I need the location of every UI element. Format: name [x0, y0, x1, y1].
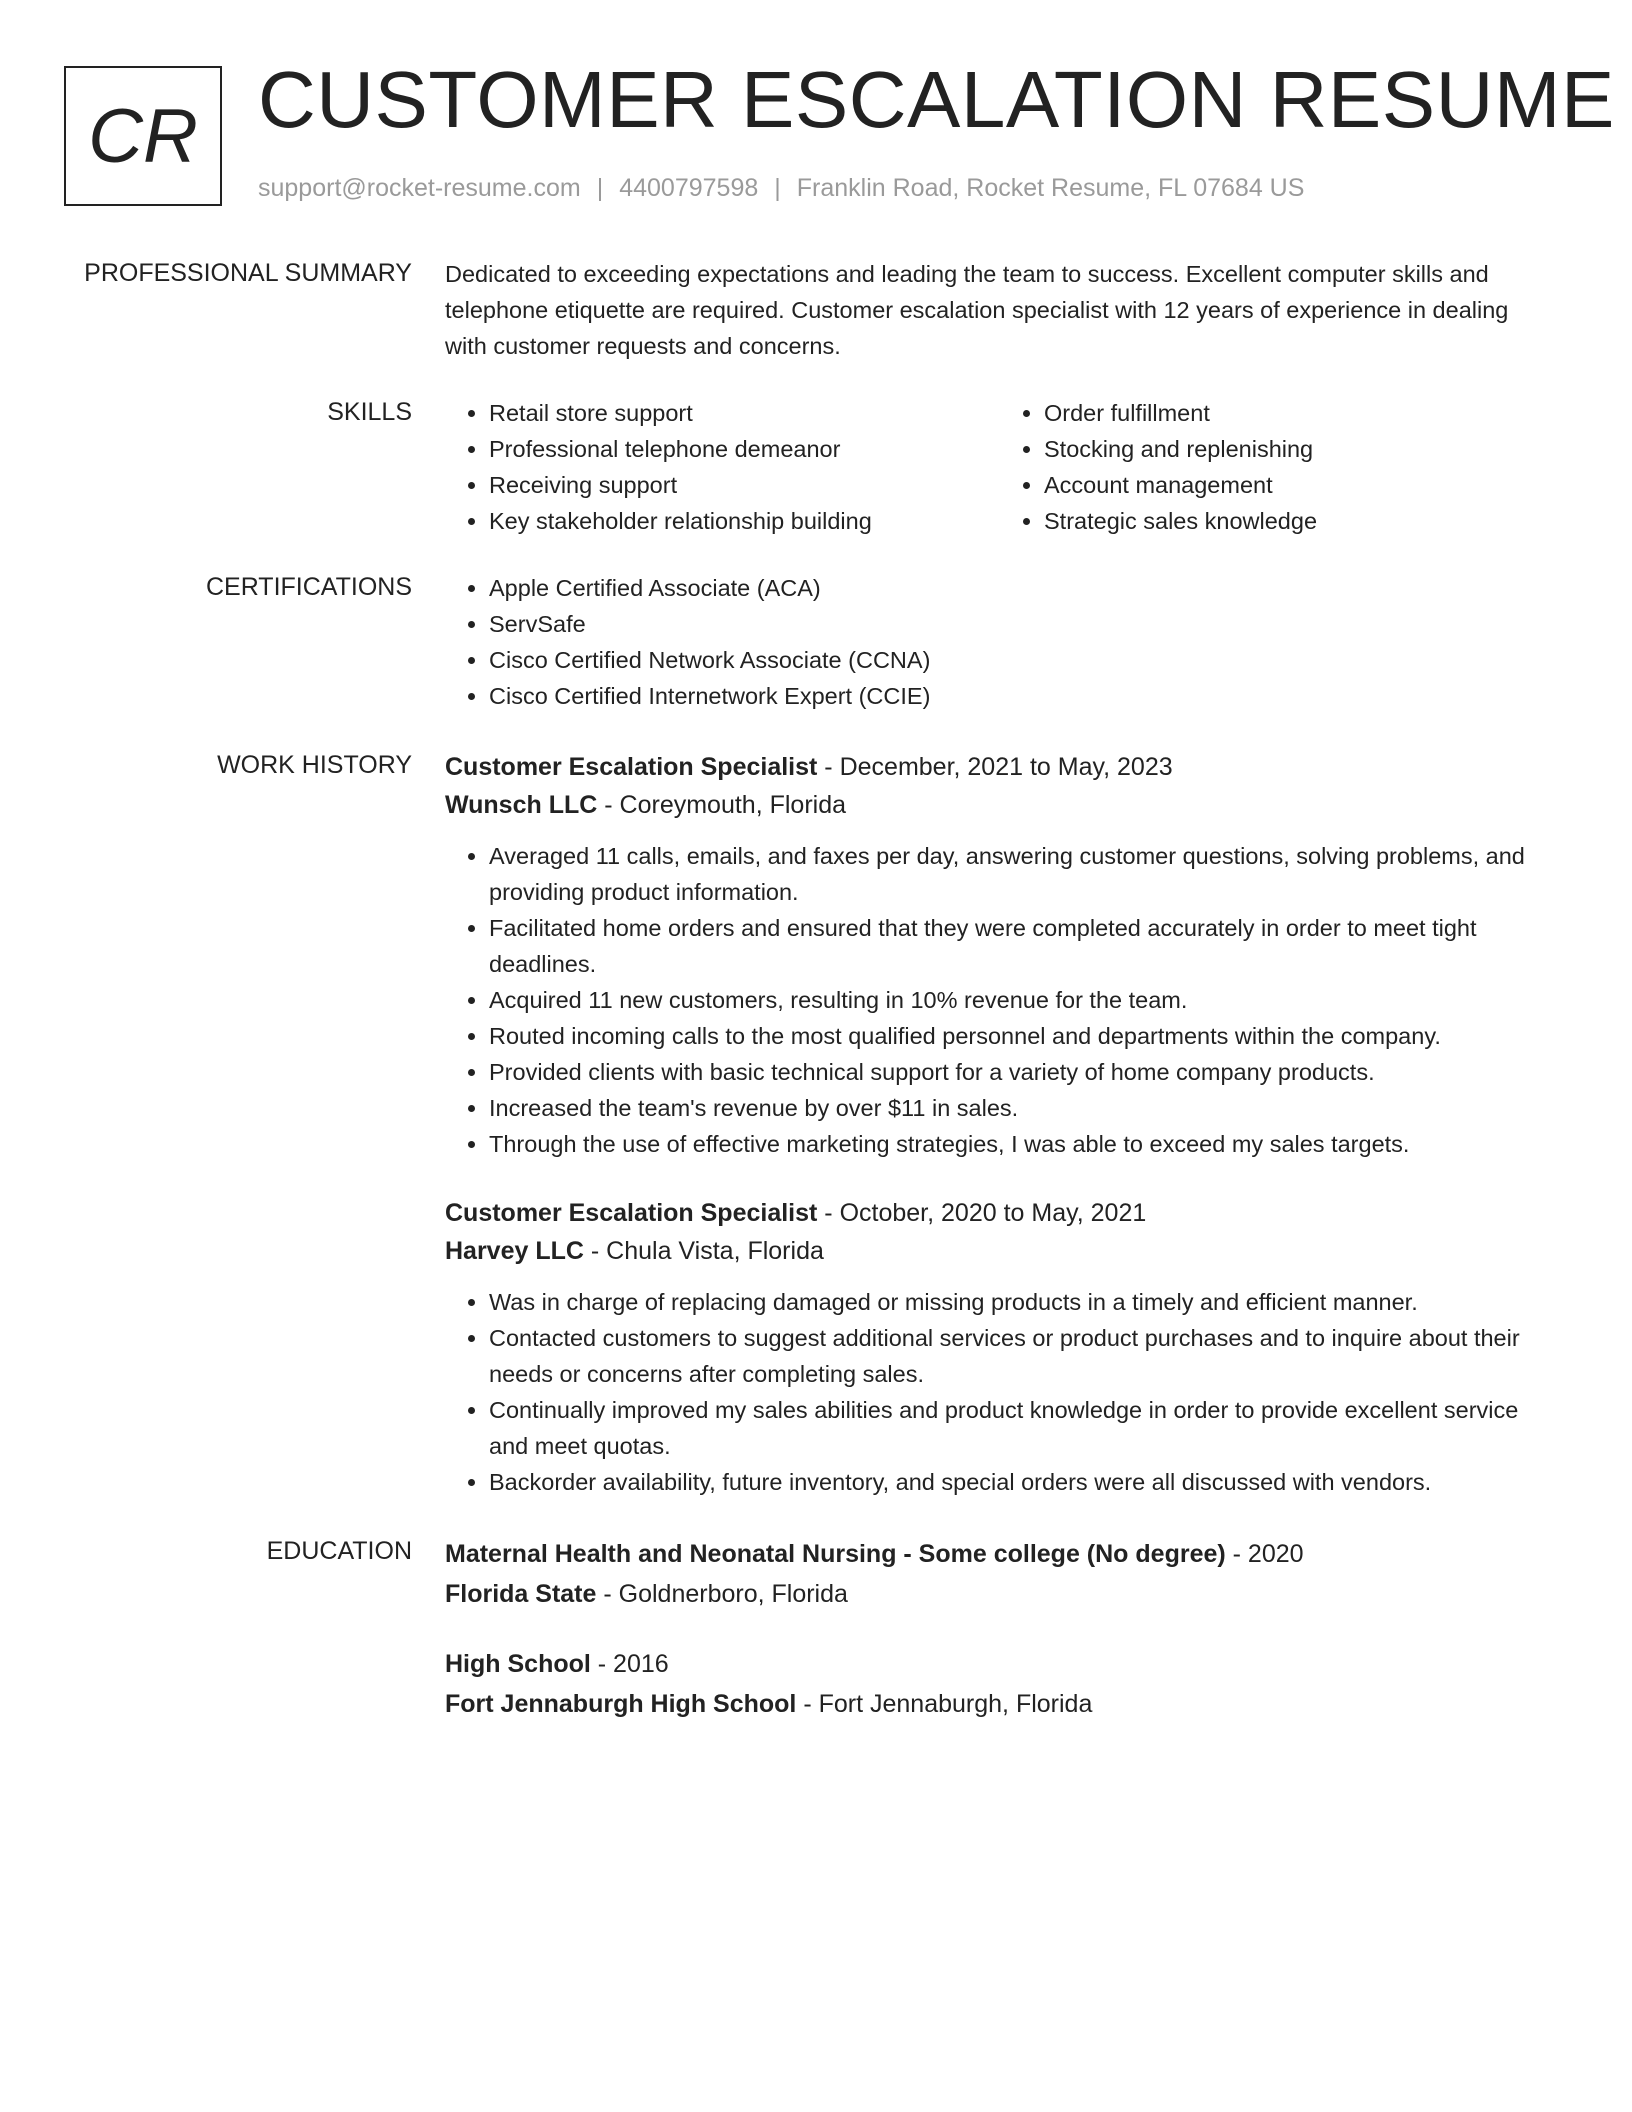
list-item: • Cisco Certified Network Associate (CCNA) [489, 642, 1555, 678]
contact-address: Franklin Road, Rocket Resume, FL 07684 US [796, 174, 1305, 202]
education-year: - 2016 [590, 1650, 669, 1678]
job-bullets [445, 838, 1555, 1162]
list-item: • Apple Certified Associate (ACA) [489, 570, 1555, 606]
job-entry [445, 1194, 1555, 1500]
list-item: • Facilitated home orders and ensured that they were completed accurately in order to meet tight deadlines. [489, 910, 1555, 982]
list-item: • Continually improved my sales abilities and product knowledge in order to provide excellent service and meet quotas. [489, 1392, 1555, 1464]
education-school: Fort Jennaburgh High School [445, 1690, 797, 1718]
list-item: • Averaged 11 calls, emails, and faxes per day, answering customer questions, solving problems, and providing product information. [489, 838, 1555, 910]
education-entry [445, 1534, 1555, 1614]
list-item: • Cisco Certified Internetwork Expert (CCIE) [489, 678, 1555, 714]
education-degree-line [445, 1534, 1555, 1574]
job-title: Customer Escalation Specialist [445, 753, 818, 781]
list-item: • Retail store support [489, 395, 1000, 431]
section-label: SKILLS [327, 398, 412, 426]
job-company-line [445, 786, 1555, 824]
job-dates: - October, 2020 to May, 2021 [817, 1199, 1147, 1227]
skills-list-right [1000, 395, 1555, 539]
list-item: • Was in charge of replacing damaged or missing products in a timely and efficient manner. [489, 1284, 1555, 1320]
education-year: - 2020 [1225, 1540, 1304, 1568]
contact-phone: 4400797598 [619, 174, 759, 202]
job-title-line [445, 1194, 1555, 1232]
section-label: PROFESSIONAL SUMMARY [84, 259, 412, 287]
list-item: • Increased the team's revenue by over $11 in sales. [489, 1090, 1555, 1126]
section-label: WORK HISTORY [217, 751, 412, 779]
list-item: • ServSafe [489, 606, 1555, 642]
contact-separator: | [596, 174, 604, 202]
job-bullets [445, 1284, 1555, 1500]
education-degree-line [445, 1644, 1555, 1684]
job-location: - Chula Vista, Florida [583, 1237, 824, 1265]
list-item: • Account management [1044, 467, 1555, 503]
list-item: • Through the use of effective marketing strategies, I was able to exceed my sales targets. [489, 1126, 1555, 1162]
section-label: EDUCATION [266, 1537, 412, 1565]
list-item: • Backorder availability, future inventory, and special orders were all discussed with vendors. [489, 1464, 1555, 1500]
education-location: - Fort Jennaburgh, Florida [796, 1690, 1093, 1718]
contact-email: support@rocket-resume.com [258, 174, 581, 202]
job-location: - Coreymouth, Florida [597, 791, 847, 819]
education-school-line [445, 1684, 1555, 1724]
list-item: • Stocking and replenishing [1044, 431, 1555, 467]
job-company: Wunsch LLC [445, 791, 598, 819]
education-degree: Maternal Health and Neonatal Nursing - Some college (No degree) [445, 1540, 1226, 1568]
job-title: Customer Escalation Specialist [445, 1199, 818, 1227]
education-school-line [445, 1574, 1555, 1614]
list-item: • Receiving support [489, 467, 1000, 503]
list-item: • Provided clients with basic technical support for a variety of home company products. [489, 1054, 1555, 1090]
education-school: Florida State [445, 1580, 597, 1608]
education-entry [445, 1644, 1555, 1724]
monogram-logo: CR [64, 66, 222, 206]
job-company-line [445, 1232, 1555, 1270]
contact-line [258, 174, 1304, 203]
section-body [445, 748, 1555, 1500]
section-label: CERTIFICATIONS [205, 573, 412, 601]
job-entry [445, 748, 1555, 1162]
list-item: • Acquired 11 new customers, resulting in 10% revenue for the team. [489, 982, 1555, 1018]
section-body [445, 256, 1555, 364]
job-dates: - December, 2021 to May, 2023 [817, 753, 1173, 781]
job-title-line [445, 748, 1555, 786]
skills-list-left [445, 395, 1000, 539]
list-item: • Order fulfillment [1044, 395, 1555, 431]
job-company: Harvey LLC [445, 1237, 584, 1265]
list-item: • Key stakeholder relationship building [489, 503, 1000, 539]
list-item: • Strategic sales knowledge [1044, 503, 1555, 539]
list-item: • Professional telephone demeanor [489, 431, 1000, 467]
section-body [445, 570, 1555, 714]
education-degree: High School [445, 1650, 591, 1678]
list-item: • Routed incoming calls to the most qualified personnel and departments within the company. [489, 1018, 1555, 1054]
skills-columns [445, 395, 1555, 539]
summary-text: Dedicated to exceeding expectations and leading the team to success. Excellent computer skills and telephone etiquette are required. Customer escalation specialist with 12 years of experience in dealing with customer requests and concerns. [445, 261, 1509, 359]
list-item: • Contacted customers to suggest additional services or product purchases and to inquire about their needs or concerns after completing sales. [489, 1320, 1555, 1392]
resume-title: CUSTOMER ESCALATION RESUME [258, 55, 1615, 144]
education-location: - Goldnerboro, Florida [596, 1580, 848, 1608]
section-body [445, 1534, 1555, 1724]
contact-separator: | [774, 174, 781, 202]
certifications-list [445, 570, 1555, 714]
